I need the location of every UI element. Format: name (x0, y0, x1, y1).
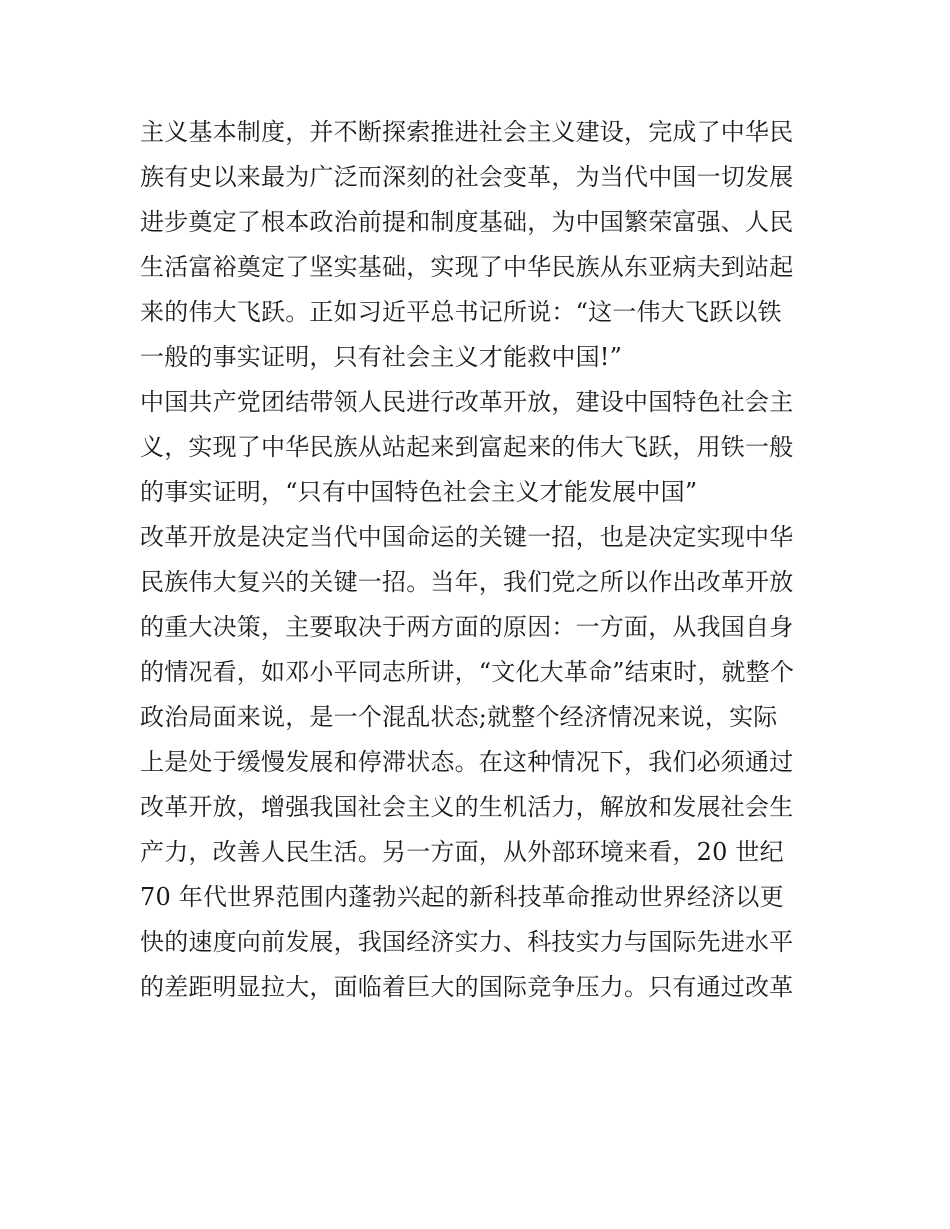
text-line: 族有史以来最为广泛而深刻的社会变革，为当代中国一切发展 (140, 163, 794, 191)
text-line: 的重大决策，主要取决于两方面的原因：一方面，从我国自身 (140, 613, 794, 641)
text-line: 主义基本制度，并不断探索推进社会主义建设，完成了中华民 (140, 118, 794, 146)
body-text (140, 110, 820, 1010)
text-line: 改革开放，增强我国社会主义的生机活力，解放和发展社会生 (140, 793, 794, 821)
text-line: 快的速度向前发展，我国经济实力、科技实力与国际先进水平 (140, 928, 794, 956)
text-line: 来的伟大飞跃。正如习近平总书记所说：“这一伟大飞跃以铁 (140, 298, 782, 326)
text-line: 的差距明显拉大，面临着巨大的国际竞争压力。只有通过改革 (140, 973, 794, 1001)
text-line: 义，实现了中华民族从站起来到富起来的伟大飞跃，用铁一般 (140, 433, 794, 461)
text-line: 中国共产党团结带领人民进行改革开放，建设中国特色社会主 (140, 388, 794, 416)
text-line: 上是处于缓慢发展和停滞状态。在这种情况下，我们必须通过 (140, 748, 794, 776)
text-line: 进步奠定了根本政治前提和制度基础，为中国繁荣富强、人民 (140, 208, 794, 236)
text-line: 一般的事实证明，只有社会主义才能救中国!” (140, 343, 623, 371)
text-line: 生活富裕奠定了坚实基础，实现了中华民族从东亚病夫到站起 (140, 253, 794, 281)
text-line: 70 年代世界范围内蓬勃兴起的新科技革命推动世界经济以更 (140, 883, 784, 911)
text-line: 改革开放是决定当代中国命运的关键一招，也是决定实现中华 (140, 523, 794, 551)
text-line: 民族伟大复兴的关键一招。当年，我们党之所以作出改革开放 (140, 568, 794, 596)
text-line: 的事实证明，“只有中国特色社会主义才能发展中国” (140, 478, 698, 506)
text-line: 产力，改善人民生活。另一方面，从外部环境来看，20 世纪 (140, 838, 784, 866)
text-line: 的情况看，如邓小平同志所讲，“文化大革命”结束时，就整个 (140, 658, 795, 686)
text-line: 政治局面来说，是一个混乱状态;就整个经济情况来说，实际 (140, 703, 778, 731)
